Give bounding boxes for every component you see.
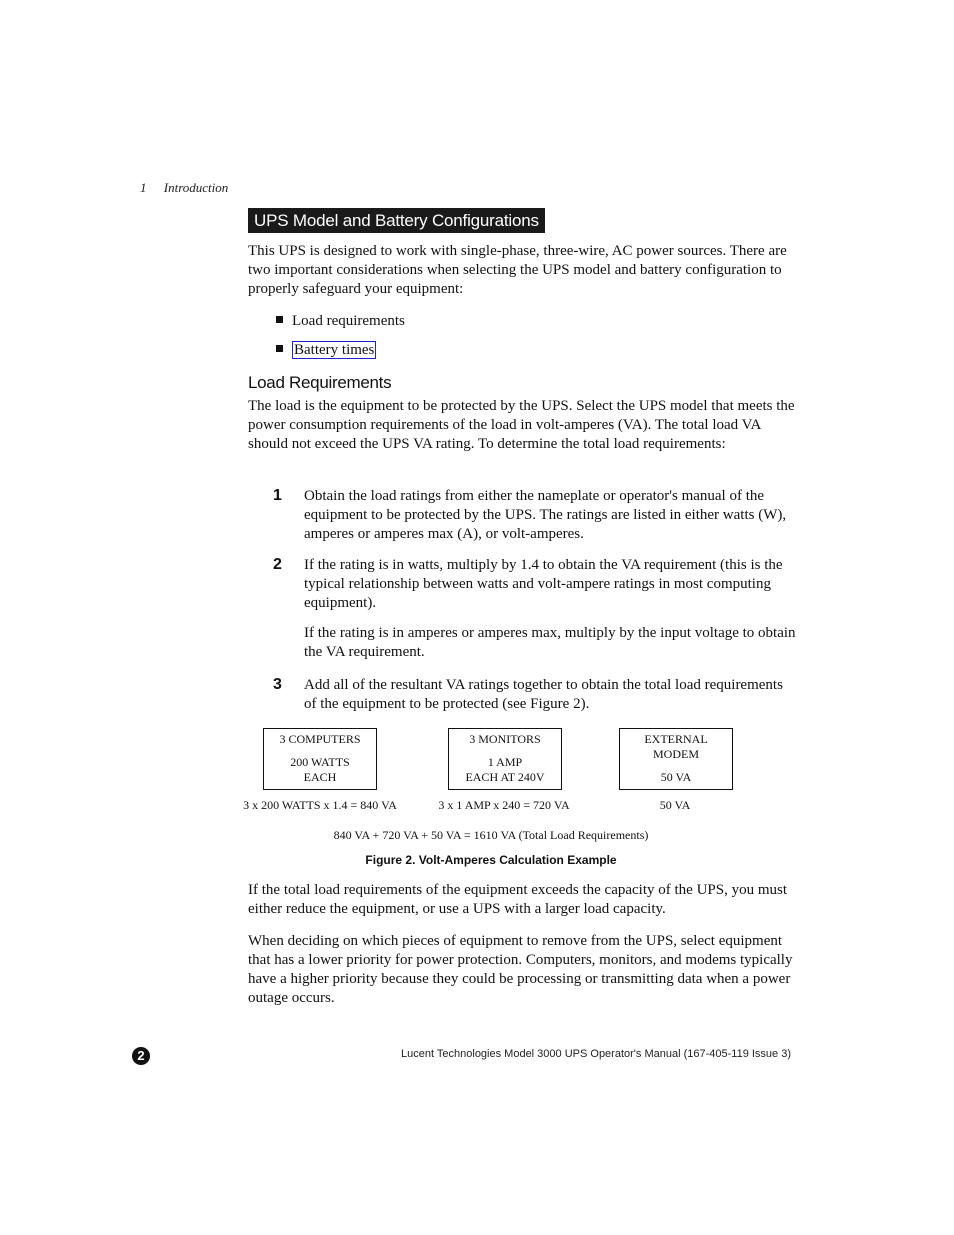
- box-line: MODEM: [652, 747, 699, 761]
- load-paragraph: The load is the equipment to be protected by the UPS. Select the UPS model that meets the power consumption requirements of the load in volt-amperes (VA). The total load VA should not exceed the UPS VA rating. To determine the total load requirements:: [248, 398, 795, 452]
- figure-caption: Figure 2. Volt-Amperes Calculation Example: [365, 853, 617, 867]
- box-line: EXTERNAL: [644, 732, 708, 746]
- bullet-item: [276, 312, 405, 331]
- figure-total: 840 VA + 720 VA + 50 VA = 1610 VA (Total Load Requirements): [333, 828, 649, 842]
- box-line: 1 AMP: [487, 755, 523, 769]
- box-line: EACH: [303, 770, 337, 784]
- figure-box-computers: [263, 728, 377, 790]
- subsection-title: Load Requirements: [248, 373, 392, 392]
- bullet-label: Load requirements: [292, 313, 405, 329]
- figure-box-modem: [619, 728, 733, 790]
- figure-calc: 3 x 200 WATTS x 1.4 = 840 VA: [243, 798, 397, 812]
- chapter-number: 1: [140, 180, 147, 195]
- bullet-item: [276, 341, 376, 360]
- figure-box-monitors: [448, 728, 562, 790]
- box-line: 3 COMPUTERS: [279, 732, 361, 746]
- box-line: 3 MONITORS: [469, 732, 541, 746]
- bullet-square-icon: [276, 316, 283, 323]
- figure-calc: 3 x 1 AMP x 240 = 720 VA: [438, 798, 570, 812]
- box-line: EACH AT 240V: [465, 770, 545, 784]
- step-text: Add all of the resultant VA ratings together to obtain the total load requirements of the equipment to be protected (see Figure 2).: [304, 677, 783, 712]
- chapter-title: Introduction: [163, 180, 229, 195]
- box-line: 50 VA: [660, 770, 692, 784]
- after-paragraph: When deciding on which pieces of equipment to remove from the UPS, select equipment that has a lower priority for power protection. Computers, monitors, and modems typically have a higher priority because they could be processing or transmitting data when a power outage occurs.: [248, 933, 793, 1006]
- box-line: 200 WATTS: [290, 755, 350, 769]
- step-number: 2: [273, 556, 282, 573]
- figure-calc: 50 VA: [659, 798, 691, 812]
- section-title: UPS Model and Battery Configurations: [248, 208, 545, 233]
- step-note: If the rating is in amperes or amperes max, multiply by the input voltage to obtain the VA requirement.: [304, 625, 796, 660]
- bullet-square-icon: [276, 345, 283, 352]
- intro-paragraph: This UPS is designed to work with single-phase, three-wire, AC power sources. There are two important considerations when selecting the UPS model and battery configuration to properly safeguard your equipment:: [248, 243, 787, 297]
- step-text: If the rating is in watts, multiply by 1.4 to obtain the VA requirement (this is the typical relationship between watts and volt-ampere ratings in most computing equipment).: [304, 557, 783, 611]
- footer-text: Lucent Technologies Model 3000 UPS Operator's Manual (167-405-119 Issue 3): [401, 1048, 791, 1060]
- after-paragraph: If the total load requirements of the equipment exceeds the capacity of the UPS, you must either reduce the equipment, or use a UPS with a larger load capacity.: [248, 882, 788, 917]
- step-number: 1: [273, 487, 282, 504]
- battery-times-link[interactable]: Battery times: [294, 342, 375, 358]
- page-number-badge: 2: [132, 1047, 150, 1065]
- running-head: [140, 180, 228, 196]
- step-number: 3: [273, 676, 282, 693]
- step-text: Obtain the load ratings from either the nameplate or operator's manual of the equipment to be protected by the UPS. The ratings are listed in either watts (W), amperes or amperes max (A), or volt-amperes.: [304, 488, 787, 542]
